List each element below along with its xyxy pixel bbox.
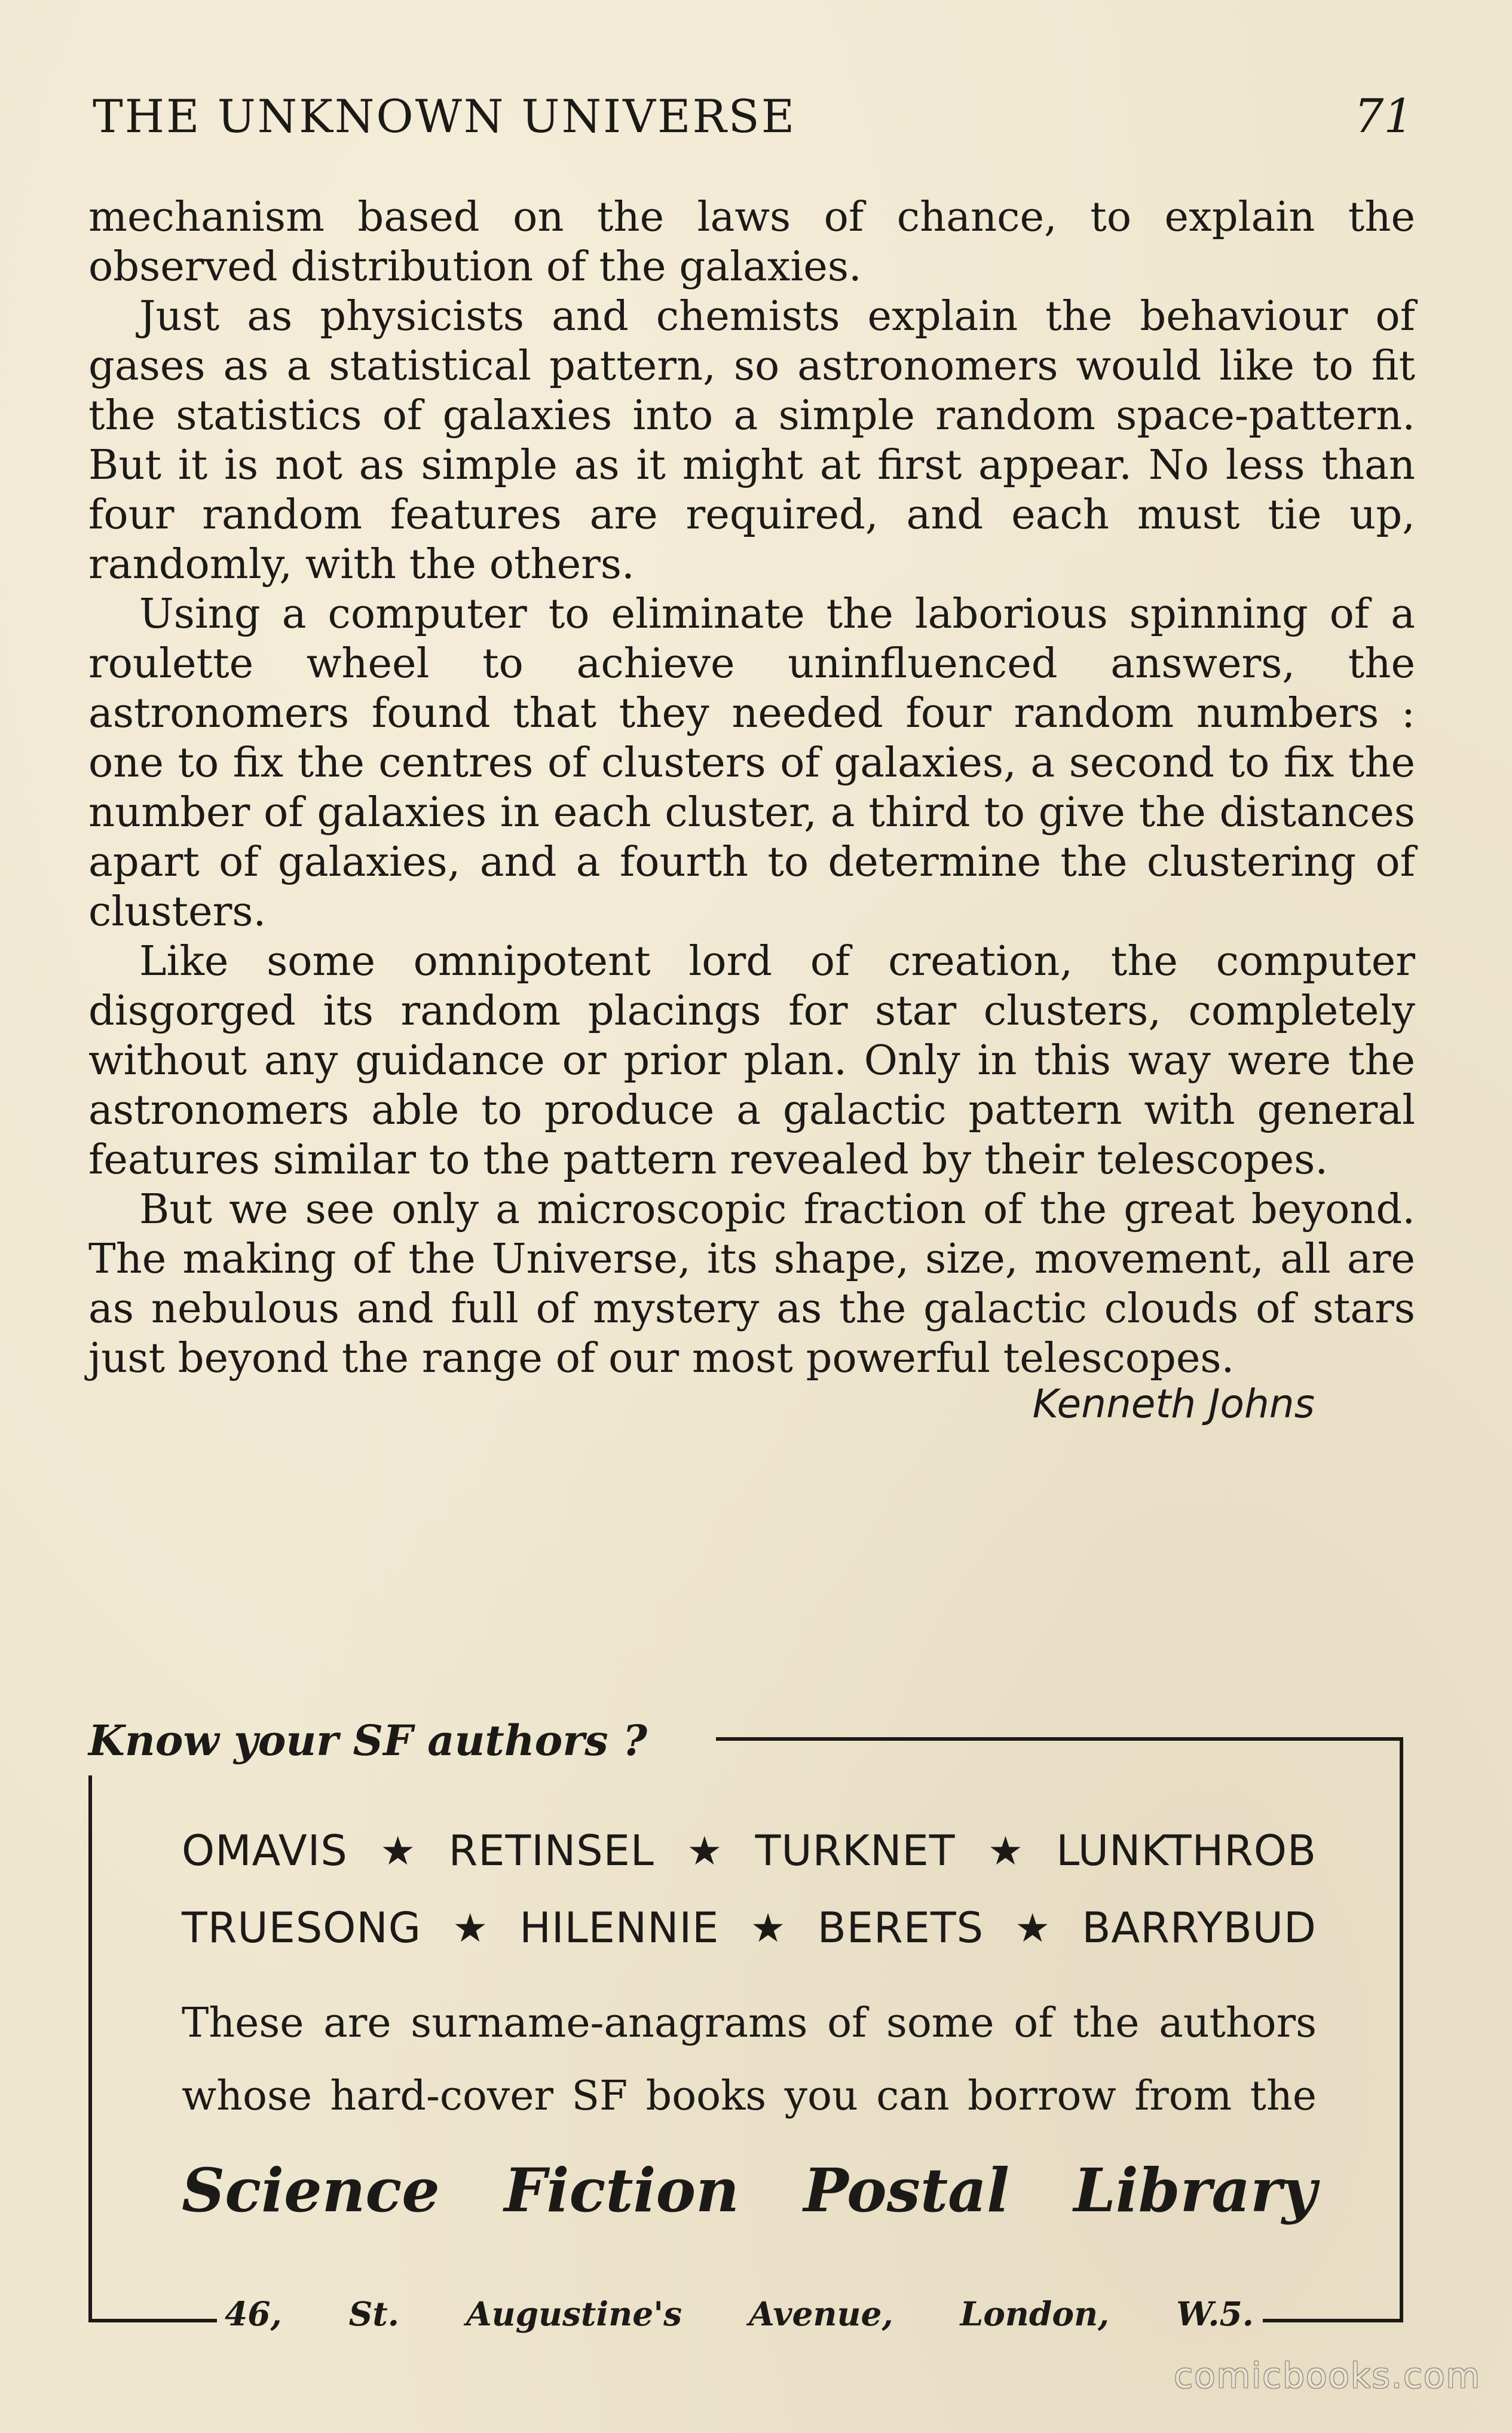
- author-byline: Kenneth Johns: [1032, 1381, 1315, 1427]
- star-icon: ★: [750, 1905, 786, 1951]
- library-address: [225, 2294, 1254, 2333]
- anagram: BERETS: [817, 1903, 984, 1952]
- ad-frame-rule: [1263, 2319, 1403, 2322]
- paragraph: Like some omnipotent lord of creation, the computer disgorged its random placings for star clusters, completely without any guidance or prior plan. Only in this way were the astronomers able to produce a galactic pattern with general features similar to the pattern revealed by their telescopes.: [88, 937, 1415, 1184]
- anagram: OMAVIS: [182, 1826, 348, 1875]
- ad-frame-rule: [88, 1775, 92, 2322]
- anagram: TURKNET: [755, 1826, 956, 1875]
- address-part: 46,: [225, 2294, 282, 2333]
- address-part: Avenue,: [749, 2294, 893, 2333]
- article-body: [88, 192, 1415, 1383]
- anagram: BARRYBUD: [1082, 1903, 1317, 1952]
- library-name-word: Fiction: [504, 2155, 739, 2226]
- paragraph: Just as physicists and chemists explain the behaviour of gases as a statistical pattern, so astronomers would like to fit the statistics of galaxies into a simple random space-pattern. But it is not as simple as it might at first appear. No less than four random features are required, and each must tie up, randomly, with the others.: [88, 292, 1415, 588]
- star-icon: ★: [687, 1827, 723, 1874]
- anagram-row: [182, 1826, 1317, 1875]
- library-name-word: Science: [182, 2155, 440, 2226]
- anagram: HILENNIE: [519, 1903, 720, 1952]
- running-title: THE UNKNOWN UNIVERSE: [93, 90, 797, 143]
- ad-frame-rule: [88, 2319, 217, 2322]
- star-icon: ★: [987, 1827, 1024, 1874]
- star-icon: ★: [1015, 1905, 1051, 1951]
- anagram: LUNKTHROB: [1056, 1826, 1317, 1875]
- anagram: RETINSEL: [448, 1826, 654, 1875]
- address-part: Augustine's: [466, 2294, 682, 2333]
- library-name: [182, 2155, 1317, 2226]
- address-part: London,: [960, 2294, 1110, 2333]
- ad-frame-rule: [716, 1737, 1403, 1741]
- paragraph: But we see only a microscopic fraction of the great beyond. The making of the Universe, its shape, size, movement, all are as nebulous and full of mystery as the galactic clouds of stars just beyond the range of our most powerful telescopes.: [88, 1185, 1415, 1382]
- running-head: [93, 90, 1413, 149]
- address-part: St.: [348, 2294, 399, 2333]
- anagram: TRUESONG: [182, 1903, 421, 1952]
- library-name-word: Library: [1073, 2155, 1317, 2226]
- ad-text: whose hard-cover SF books you can borrow from the: [182, 2073, 1317, 2120]
- star-icon: ★: [452, 1905, 489, 1951]
- library-name-word: Postal: [803, 2155, 1009, 2226]
- anagram-row: [182, 1903, 1317, 1952]
- advertisement-box: [88, 1716, 1403, 2333]
- paragraph: Using a computer to eliminate the laborious spinning of a roulette wheel to achieve uninfluenced answers, the astronomers found that they needed four random numbers : one to fix the centres of clusters of galaxies, a second to fix the number of galaxies in each cluster, a third to give the distances apart of galaxies, and a fourth to determine the clustering of clusters.: [88, 590, 1415, 936]
- paragraph: mechanism based on the laws of chance, to explain the observed distribution of the galaxies.: [88, 193, 1415, 291]
- ad-text: These are surname-anagrams of some of the authors: [182, 2000, 1317, 2047]
- watermark: comicbooks.com: [1174, 2355, 1481, 2396]
- ad-frame-rule: [1400, 1737, 1403, 2322]
- page-number: 71: [1354, 90, 1413, 143]
- address-part: W.5.: [1176, 2294, 1254, 2333]
- star-icon: ★: [380, 1827, 417, 1874]
- ad-heading: Know your SF authors ?: [88, 1716, 648, 1765]
